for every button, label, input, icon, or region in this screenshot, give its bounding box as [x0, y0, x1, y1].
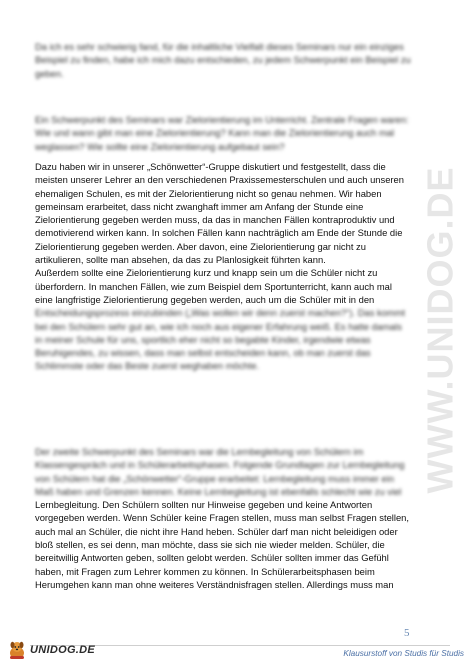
text-line: demotivierend wirken kann. In solchen Fällen kann nachträglich am Ende der Stunde die [35, 227, 403, 239]
text-line: Wie und wann gibt man eine Zielorientierung? Kann man die Zielorientierung auch mal [35, 127, 395, 139]
paragraph-focus-one-questions [35, 113, 413, 153]
watermark-text: WWW.UNIDOG.DE [419, 166, 460, 494]
text-line: gemeinsam erarbeitet, dass nicht zwanghaft immer am Anfang der Stunde eine [35, 200, 364, 212]
text-line: meisten unserer Lehrer an den verschiedenen Praxissemesterschulen und auch unseren [35, 174, 404, 186]
text-line: Beispiel zu finden, habe ich mich dazu entschieden, zu jedem Schwerpunkt ein Beispiel zu [35, 54, 411, 66]
text-line: Schlimmste oder das Beste zuerst weghaben möchte. [35, 360, 260, 372]
paragraph-focus-two [35, 445, 413, 591]
dog-mascot-icon [6, 639, 28, 661]
text-line: Lernbegleitung. Den Schülern sollten nur Hinweise gegeben und keine Antworten [35, 499, 373, 511]
text-line: Außerdem sollte eine Zielorientierung kurz und knapp sein um die Schüler nicht zu [35, 267, 378, 279]
text-line: von Schülern hat die „Schönwetter“-Gruppe erarbeitet: Lernbegleitung muss immer ein [35, 472, 395, 484]
text-line: Maß haben und Grenzen kennen. Keine Lernbegleitung ist ebenfalls schlecht wie zu viel [35, 485, 402, 497]
page-number: 5 [404, 627, 410, 639]
text-line: vorgegeben werden. Wenn Schüler keine Fragen stellen, muss man selbst Fragen stellen, [35, 512, 409, 524]
text-line: ehemaligen Schulen, es mit der Zielorientierung nicht so genau nehmen. Wir haben [35, 187, 382, 199]
text-line: haben, mit Fragen zum Lehrer kommen zu können. In Schülerarbeitsphasen beim [35, 565, 375, 577]
text-line: Entscheidungsprozess einzubinden („Was wollen wir denn zuerst machen?“). Das kommt [35, 307, 406, 319]
text-line: überfordern. In manchen Fällen, wie zum Beispiel dem Sportunterricht, kann auch mal [35, 280, 392, 292]
text-line: Dazu haben wir in unserer „Schönwetter“-Gruppe diskutiert und festgestellt, dass die [35, 161, 386, 172]
text-line: bei den Schülern sehr gut an, wie ich noch aus eigener Erfahrung weiß. Es hatte damals [35, 320, 402, 332]
text-line: geben. [35, 67, 64, 79]
text-line: in meiner Schule für uns, sportlich eher nicht so begabte Kinder, irgendwie etwas [35, 333, 371, 345]
text-line: artikulieren, sollte man absehen, da das zu Planlosigkeit führten kann. [35, 254, 326, 266]
text-line: Beruhigendes, zu wissen, dass man selbst entscheiden kann, ob man zuerst das [35, 347, 371, 359]
text-line: bereitwillig Antworten geben, sollten gelobt werden. Schüler sollten immer das Gefühl [35, 552, 389, 564]
logo-text: UNIDOG.DE [30, 644, 96, 656]
paragraph-focus-one-discussion [35, 160, 413, 373]
watermark [420, 165, 460, 495]
text-line: Zielorientierung gegeben werden. Aber davon, eine Zielorientierung gar nicht zu [35, 240, 366, 252]
footer-tagline: Klausurstoff von Studis für Studis [343, 649, 464, 658]
text-line: eine langfristige Zielorientierung gegeben werden, auch um die Schüler mit in den [35, 293, 375, 305]
text-line: Klassengespräch und in Schülerarbeitsphasen. Folgende Grundlagen zur Lernbegleitung [35, 459, 405, 471]
text-line: Herumgehen kann man ohne weiteres Verständnisfragen stellen. Allerdings muss man [35, 578, 394, 590]
text-line: Der zweite Schwerpunkt des Seminars war die Lernbegleitung von Schülern im [35, 446, 364, 457]
paragraph-intro [35, 40, 413, 80]
text-line: auch mal an Schüler, die nicht ihre Hand heben. Schüler darf man nicht beleidigen oder [35, 525, 398, 537]
text-line: Zielorientierung gegeben werden muss, da das in manchen Fällen kontraproduktiv und [35, 214, 395, 226]
unidog-logo [6, 638, 95, 662]
text-line: Da ich es sehr schwierig fand, für die inhaltliche Vielfalt dieses Seminars nur ein einziges [35, 41, 404, 52]
text-line: weglassen? Wie sollte eine Zielorientierung aufgebaut sein? [35, 140, 285, 152]
text-line: Ein Schwerpunkt des Seminars war Zielorientierung im Unterricht. Zentrale Fragen waren: [35, 114, 409, 125]
text-line: bloß stellen, es sei denn, man möchte, dass sie sich nie wieder melden. Schüler, die [35, 539, 385, 551]
